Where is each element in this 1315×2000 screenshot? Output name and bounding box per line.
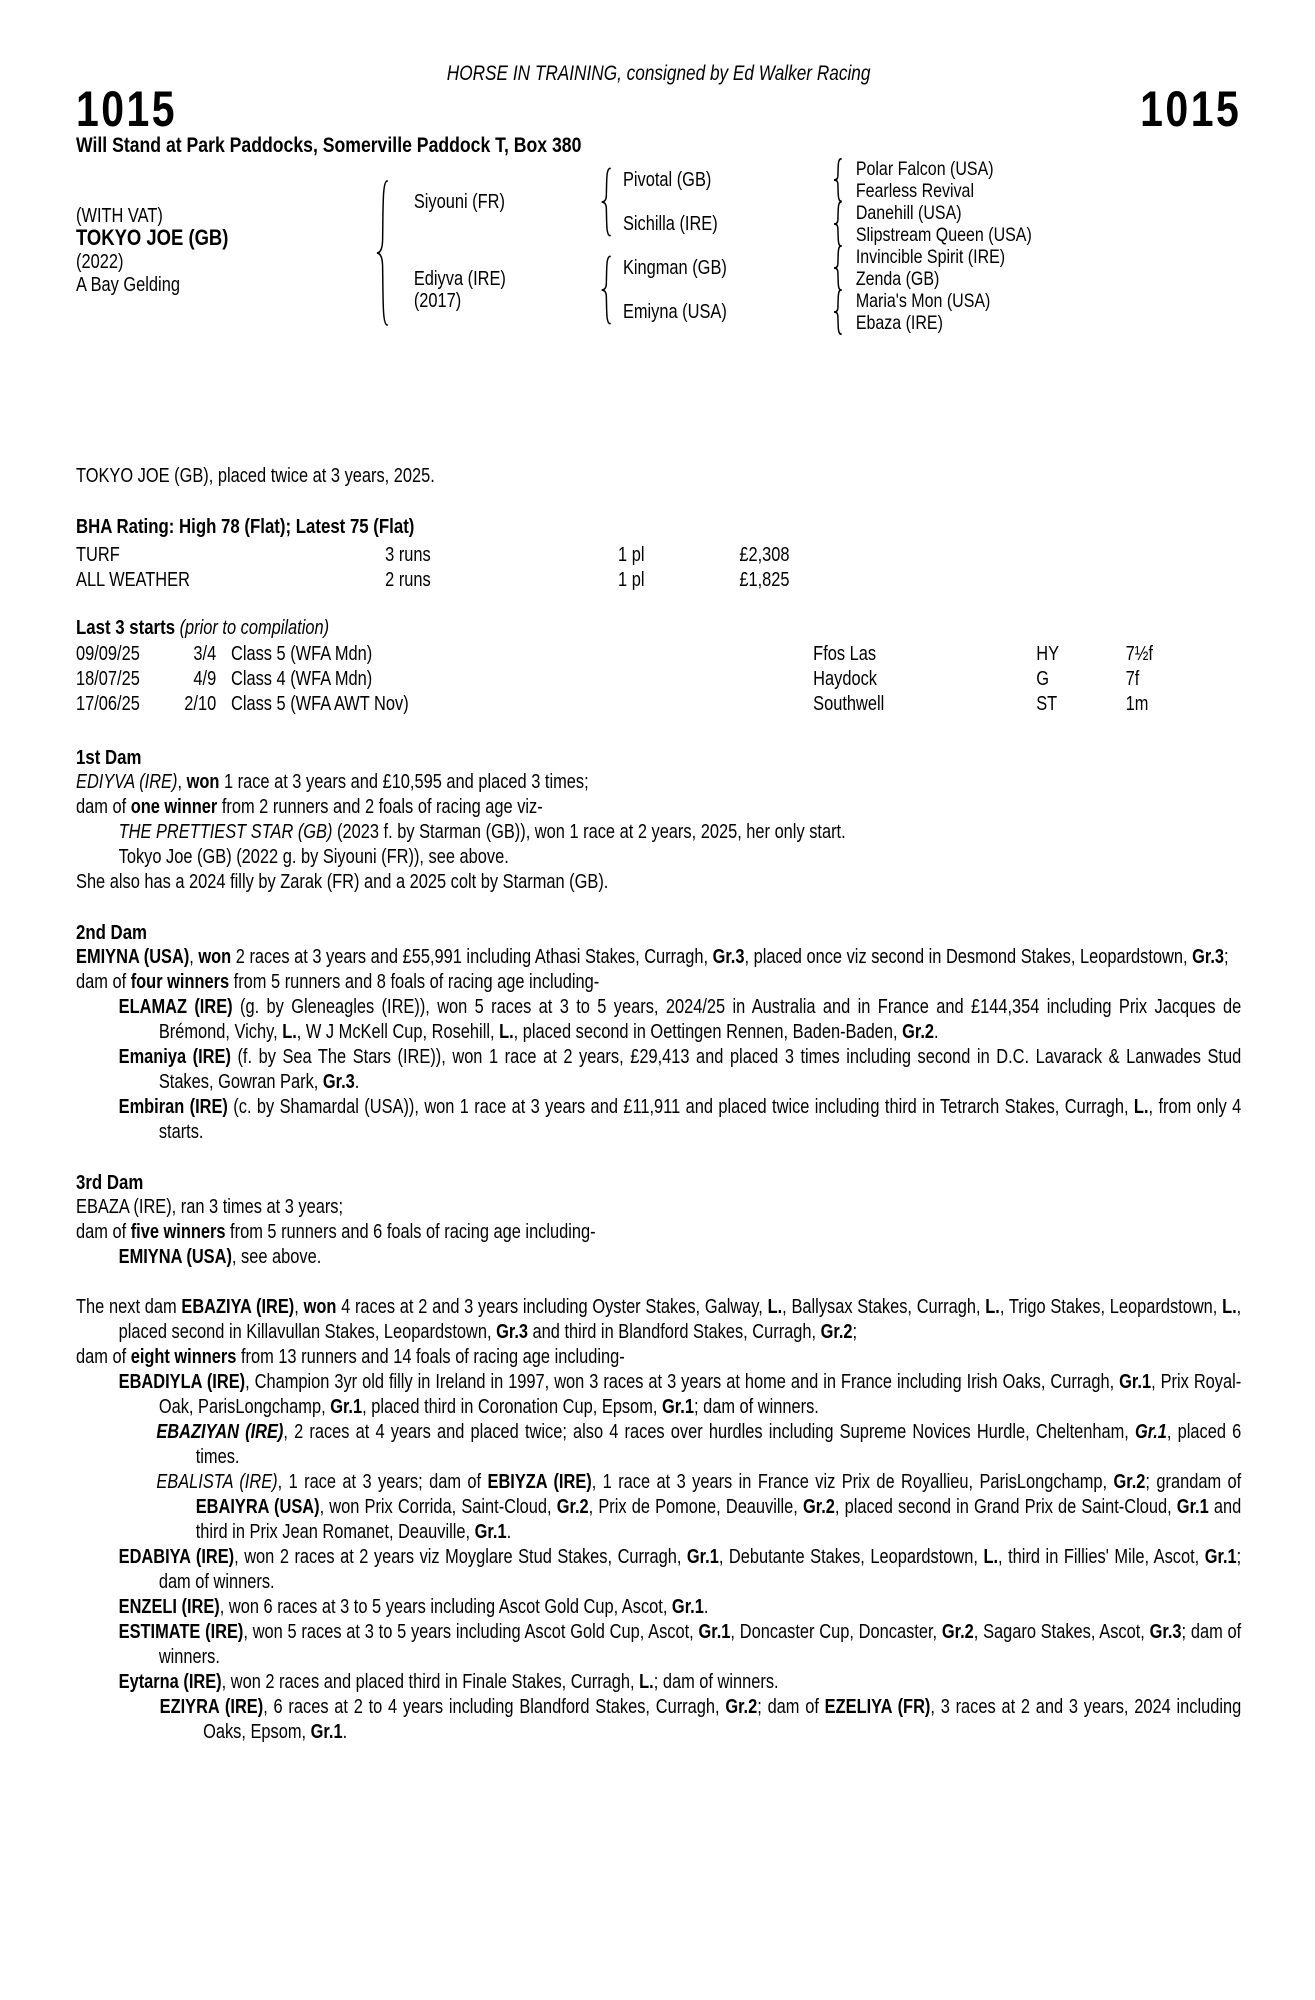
text-segment: Eytarna (IRE) — [118, 1671, 222, 1693]
great-grandparent-name: Maria's Mon (USA) — [855, 290, 991, 312]
catalogue-paragraph — [76, 820, 1241, 845]
catalogue-paragraph — [76, 1545, 1241, 1595]
text-segment: from 2 runners and 2 foals of racing age viz- — [217, 796, 543, 818]
text-segment: , Debutante Stakes, Leopardstown, — [718, 1546, 984, 1568]
text-segment: , — [294, 1296, 304, 1318]
text-segment: L. — [1133, 1096, 1149, 1118]
text-segment: from 5 runners and 6 foals of racing age including- — [225, 1221, 596, 1243]
dam-foaled-year: (2017) — [413, 290, 462, 312]
text-segment: from 5 runners and 8 foals of racing age including- — [229, 971, 600, 993]
catalogue-paragraph — [76, 870, 1241, 895]
text-segment: , won Prix Corrida, Saint-Cloud, — [319, 1496, 557, 1518]
text-segment: L. — [282, 1021, 297, 1043]
earnings-value: £1,825 — [739, 569, 790, 591]
text-segment: She also has a 2024 filly by Zarak (FR) and a 2025 colt by Starman (GB). — [76, 871, 609, 893]
text-segment: ENZELI (IRE) — [118, 1596, 220, 1618]
text-segment: THE PRETTIEST STAR (GB) — [118, 821, 333, 843]
text-segment: Gr.1 — [671, 1596, 704, 1618]
section-heading: 2nd Dam — [76, 921, 147, 944]
text-segment: Gr.2 — [1113, 1471, 1146, 1493]
great-grandparent-name: Slipstream Queen (USA) — [855, 224, 1032, 246]
text-segment: EBIYZA (IRE) — [487, 1471, 592, 1493]
text-segment: L. — [499, 1021, 514, 1043]
race-class: Class 4 (WFA Mdn) — [230, 668, 373, 690]
catalogue-paragraph — [76, 1220, 1241, 1245]
text-segment: EDIYVA (IRE) — [76, 771, 178, 793]
granddam-name: Emiyna (USA) — [622, 301, 727, 323]
text-segment: EMIYNA (USA) — [118, 1246, 232, 1268]
pedigree-brace — [598, 255, 613, 325]
runs-value: 2 runs — [385, 569, 431, 591]
text-segment: , won 6 races at 3 to 5 years including Ascot Gold Cup, Ascot, — [219, 1596, 672, 1618]
text-segment: , 6 races at 2 to 4 years including Blandford Stakes, Curragh, — [263, 1696, 726, 1718]
catalogue-paragraph — [76, 970, 1241, 995]
surface-label: ALL WEATHER — [76, 569, 190, 591]
text-segment: Tokyo Joe (GB) (2022 g. by Siyouni (FR)), see above. — [118, 846, 509, 868]
catalogue-paragraph — [76, 995, 1241, 1045]
text-segment: , see above. — [231, 1246, 322, 1268]
sire-name: Siyouni (FR) — [413, 191, 505, 213]
finish-position: 3/4 — [193, 643, 217, 665]
text-segment: dam of — [76, 1221, 131, 1243]
text-segment: , won 2 races and placed third in Finale Stakes, Curragh, — [221, 1671, 640, 1693]
text-segment: , Ballysax Stakes, Curragh, — [782, 1296, 986, 1318]
text-segment: L. — [985, 1296, 1000, 1318]
text-segment: , placed once viz second in Desmond Stakes, Leopardstown, — [744, 946, 1193, 968]
pedigree-brace — [831, 201, 843, 247]
text-segment: Gr.1 — [474, 1521, 507, 1543]
catalogue-paragraph — [76, 1595, 1241, 1620]
text-segment: dam of — [76, 1346, 131, 1368]
race-class: Class 5 (WFA Mdn) — [230, 643, 373, 665]
text-segment: Embiran (IRE) — [118, 1096, 228, 1118]
text-segment: , Trigo Stakes, Leopardstown, — [999, 1296, 1223, 1318]
text-segment: Gr.2 — [556, 1496, 589, 1518]
lot-number-left: 1015 — [76, 81, 178, 137]
dam-section — [76, 920, 1241, 1145]
catalogue-paragraph — [76, 1695, 1241, 1745]
section-heading: 3rd Dam — [76, 1171, 144, 1194]
catalogue-paragraph — [76, 795, 1241, 820]
text-segment: 1 race at 3 years and £10,595 and placed 3 times; — [219, 771, 589, 793]
table-row — [76, 568, 1241, 593]
text-segment: , from only 4 starts. — [158, 1096, 1242, 1143]
pedigree-brace — [831, 245, 843, 291]
lot-number-row — [76, 81, 1242, 137]
text-segment: (c. by Shamardal (USA)), won 1 race at 3 years and £11,911 and placed twice including third in Tetrarch Stakes, Curragh, — [227, 1096, 1134, 1118]
text-segment: Gr.1 — [1176, 1496, 1209, 1518]
text-segment: eight winners — [130, 1346, 237, 1368]
text-segment: , placed 6 times. — [195, 1421, 1242, 1468]
table-row — [76, 642, 1241, 667]
text-segment: , third in Fillies' Mile, Ascot, — [998, 1546, 1205, 1568]
text-segment: (g. by Gleneagles (IRE)), won 5 races at 3 to 5 years, 2024/25 in Australia and in France and £144,354 including Prix Jacques de Brémond, Vichy, — [158, 996, 1242, 1043]
text-segment: ; dam of winners. — [158, 1546, 1242, 1593]
placed-value: 1 pl — [618, 569, 645, 591]
consigned-line: HORSE IN TRAINING, consigned by Ed Walker Racing — [446, 62, 871, 85]
catalogue-paragraph — [76, 1345, 1241, 1370]
text-segment: , Doncaster Cup, Doncaster, — [730, 1621, 942, 1643]
text-segment: EDABIYA (IRE) — [118, 1546, 235, 1568]
text-segment: , Prix Royal-Oak, ParisLongchamp, — [158, 1371, 1242, 1418]
catalogue-paragraph — [76, 1370, 1241, 1420]
dam-name: Ediyva (IRE) — [413, 268, 506, 290]
pedigree-brace — [831, 289, 843, 335]
text-segment: L. — [639, 1671, 654, 1693]
text-segment: ; dam of winners. — [693, 1396, 819, 1418]
pedigree-brace — [598, 167, 613, 237]
going-code: HY — [1036, 643, 1060, 665]
text-segment: won — [186, 771, 220, 793]
text-segment: won — [198, 946, 232, 968]
text-segment: won — [303, 1296, 337, 1318]
text-segment: EBALISTA (IRE) — [156, 1471, 278, 1493]
race-distance: 1m — [1125, 693, 1149, 715]
text-segment: , W J McKell Cup, Rosehill, — [296, 1021, 500, 1043]
text-segment: EBADIYLA (IRE) — [118, 1371, 246, 1393]
text-segment: one winner — [130, 796, 218, 818]
text-segment: ; — [1224, 946, 1229, 968]
text-segment: EBAIYRA (USA) — [195, 1496, 320, 1518]
table-row — [76, 692, 1241, 717]
text-segment: (f. by Sea The Stars (IRE)), won 1 race at 2 years, £29,413 and placed 3 times including second in D.C. Lavarack & Lanwades Stud Stakes, Gowran Park, — [158, 1046, 1242, 1093]
stand-location-line: Will Stand at Park Paddocks, Somerville Paddock T, Box 380 — [76, 133, 582, 157]
text-segment: and third in Prix Jean Romanet, Deauville, — [195, 1496, 1242, 1543]
text-segment: 2 races at 3 years and £55,991 including Athasi Stakes, Curragh, — [231, 946, 713, 968]
text-segment: , — [177, 771, 187, 793]
text-segment: Gr.1 — [310, 1721, 343, 1743]
text-segment: Gr.1 — [662, 1396, 694, 1418]
bha-rating-block — [76, 515, 1241, 593]
catalogue-paragraph — [76, 1620, 1241, 1670]
page-content — [76, 0, 1241, 1745]
text-segment: Gr.1 — [1134, 1421, 1167, 1443]
text-segment: L. — [983, 1546, 999, 1568]
text-segment: EZIYRA (IRE) — [159, 1696, 264, 1718]
text-segment: , won 2 races at 2 years viz Moyglare Stud Stakes, Curragh, — [234, 1546, 687, 1568]
granddam-name: Sichilla (IRE) — [622, 213, 718, 235]
table-row — [76, 543, 1241, 568]
text-segment: 4 races at 2 and 3 years including Oyster Stakes, Galway, — [336, 1296, 768, 1318]
text-segment: , placed second in Killavullan Stakes, Leopardstown, — [118, 1296, 1242, 1343]
last-starts-heading — [76, 615, 1241, 641]
grandsire-name: Pivotal (GB) — [622, 169, 712, 191]
text-segment: Gr.3 — [322, 1071, 355, 1093]
finish-position: 4/9 — [193, 668, 217, 690]
great-grandparent-name: Fearless Revival — [855, 180, 975, 202]
text-segment: , won 5 races at 3 to 5 years including Ascot Gold Cup, Ascot, — [243, 1621, 699, 1643]
text-segment: dam of — [76, 796, 131, 818]
catalogue-paragraph — [76, 1295, 1241, 1345]
course-name: Southwell — [813, 693, 885, 715]
dam-sections — [76, 745, 1241, 1745]
text-segment: . — [354, 1071, 360, 1093]
text-segment: Gr.1 — [1119, 1371, 1152, 1393]
text-segment: , 2 races at 4 years and placed twice; also 4 races over hurdles including Supreme Novices Hurdle, Cheltenham, — [283, 1421, 1135, 1443]
text-segment: L. — [767, 1296, 783, 1318]
going-code: G — [1036, 668, 1049, 690]
text-segment: . — [506, 1521, 512, 1543]
table-row — [76, 667, 1241, 692]
text-segment: , 1 race at 3 years in France viz Prix de Royallieu, ParisLongchamp, — [591, 1471, 1114, 1493]
text-segment: from 13 runners and 14 foals of racing age including- — [236, 1346, 625, 1368]
catalogue-paragraph — [76, 1195, 1241, 1220]
course-name: Haydock — [813, 668, 877, 690]
text-segment: ; grandam of — [1145, 1471, 1242, 1493]
text-segment: Gr.3 — [1192, 946, 1225, 968]
earnings-value: £2,308 — [739, 544, 790, 566]
text-segment: , Champion 3yr old filly in Ireland in 1997, won 3 races at 3 years at home and in France including Irish Oaks, Curragh, — [245, 1371, 1120, 1393]
great-grandparent-name: Ebaza (IRE) — [855, 312, 943, 334]
text-segment: . — [703, 1596, 709, 1618]
horse-name: TOKYO JOE (GB) — [76, 225, 229, 250]
catalogue-paragraph — [76, 945, 1241, 970]
text-segment: EBAZIYAN (IRE) — [156, 1421, 284, 1443]
text-segment: , placed second in Grand Prix de Saint-Cloud, — [834, 1496, 1177, 1518]
grandsire-name: Kingman (GB) — [622, 257, 727, 279]
text-segment: Gr.1 — [698, 1621, 731, 1643]
text-segment: four winners — [130, 971, 230, 993]
race-distance: 7½f — [1125, 643, 1153, 665]
catalogue-paragraph — [76, 1045, 1241, 1095]
dam-section — [76, 1295, 1241, 1745]
text-segment: EMIYNA (USA) — [76, 946, 190, 968]
text-segment: dam of — [76, 971, 131, 993]
text-segment: Gr.1 — [1204, 1546, 1237, 1568]
text-segment: Gr.3 — [712, 946, 745, 968]
text-segment: The next dam — [76, 1296, 182, 1318]
text-segment: ESTIMATE (IRE) — [118, 1621, 244, 1643]
text-segment: Gr.2 — [725, 1696, 758, 1718]
surface-label: TURF — [76, 544, 120, 566]
text-segment: (2023 f. by Starman (GB)), won 1 race at 2 years, 2025, her only start. — [332, 821, 846, 843]
last-starts-block — [76, 615, 1241, 717]
course-name: Ffos Las — [813, 643, 877, 665]
catalogue-paragraph — [76, 1670, 1241, 1695]
going-code: ST — [1036, 693, 1058, 715]
text-segment: ; dam of winners. — [653, 1671, 779, 1693]
text-segment: , — [189, 946, 199, 968]
text-segment: ; dam of — [757, 1696, 825, 1718]
text-segment: EBAZA (IRE), ran 3 times at 3 years; — [76, 1196, 344, 1218]
runs-value: 3 runs — [385, 544, 431, 566]
text-segment: ELAMAZ (IRE) — [118, 996, 233, 1018]
text-segment: Gr.1 — [686, 1546, 719, 1568]
catalogue-paragraph — [76, 1245, 1241, 1270]
text-segment: , placed third in Coronation Cup, Epsom, — [362, 1396, 663, 1418]
start-date: 09/09/25 — [76, 643, 140, 665]
with-vat-label: (WITH VAT) — [76, 205, 163, 227]
catalogue-paragraph — [76, 770, 1241, 795]
text-segment: , 3 races at 2 and 3 years, 2024 including Oaks, Epsom, — [203, 1696, 1242, 1743]
text-segment: EBAZIYA (IRE) — [181, 1296, 295, 1318]
finish-position: 2/10 — [184, 693, 217, 715]
text-segment: , Prix de Pomone, Deauville, — [588, 1496, 803, 1518]
text-segment: Gr.3 — [496, 1321, 528, 1343]
text-segment: ; dam of winners. — [158, 1621, 1242, 1668]
great-grandparent-name: Danehill (USA) — [855, 202, 962, 224]
horse-description: A Bay Gelding — [76, 274, 180, 296]
text-segment: Emaniya (IRE) — [118, 1046, 231, 1068]
text-segment: Gr.2 — [820, 1321, 853, 1343]
great-grandparent-name: Polar Falcon (USA) — [855, 158, 994, 180]
bha-rating-heading: BHA Rating: High 78 (Flat); Latest 75 (Flat) — [76, 515, 415, 538]
text-segment: Gr.1 — [330, 1396, 363, 1418]
text-segment: ; — [852, 1321, 858, 1343]
great-grandparent-name: Invincible Spirit (IRE) — [855, 246, 1006, 268]
horse-foaled-year: (2022) — [76, 251, 124, 273]
text-segment: Gr.2 — [802, 1496, 835, 1518]
text-segment: Gr.2 — [902, 1021, 935, 1043]
text-segment: Gr.3 — [1149, 1621, 1182, 1643]
start-date: 17/06/25 — [76, 693, 140, 715]
race-distance: 7f — [1125, 668, 1140, 690]
text-segment: Gr.2 — [941, 1621, 974, 1643]
text-segment: , 1 race at 3 years; dam of — [277, 1471, 488, 1493]
text-segment: . — [934, 1021, 939, 1043]
last-starts-title: Last 3 starts — [76, 616, 176, 639]
pedigree-brace — [373, 178, 391, 328]
text-segment: . — [342, 1721, 348, 1743]
text-segment: five winners — [130, 1221, 226, 1243]
great-grandparent-name: Zenda (GB) — [855, 268, 940, 290]
text-segment: EZELIYA (FR) — [824, 1696, 931, 1718]
section-heading: 1st Dam — [76, 746, 142, 769]
lot-number-right: 1015 — [1140, 81, 1242, 137]
start-date: 18/07/25 — [76, 668, 140, 690]
text-segment: and third in Blandford Stakes, Curragh, — [527, 1321, 821, 1343]
catalogue-paragraph — [76, 1470, 1241, 1545]
pedigree-tree — [76, 158, 1241, 346]
text-segment: , placed second in Oettingen Rennen, Baden-Baden, — [513, 1021, 903, 1043]
text-segment: L. — [1222, 1296, 1237, 1318]
catalogue-paragraph — [76, 1420, 1241, 1470]
pedigree-brace — [831, 158, 843, 202]
text-segment: , Sagaro Stakes, Ascot, — [973, 1621, 1150, 1643]
race-class: Class 5 (WFA AWT Nov) — [230, 693, 409, 715]
last-starts-subtitle: (prior to compilation) — [175, 617, 330, 639]
race-record-summary: TOKYO JOE (GB), placed twice at 3 years, 2025. — [76, 465, 435, 487]
dam-section — [76, 1170, 1241, 1270]
catalogue-paragraph — [76, 1095, 1241, 1145]
dam-section — [76, 745, 1241, 895]
catalogue-paragraph — [76, 845, 1241, 870]
placed-value: 1 pl — [618, 544, 645, 566]
